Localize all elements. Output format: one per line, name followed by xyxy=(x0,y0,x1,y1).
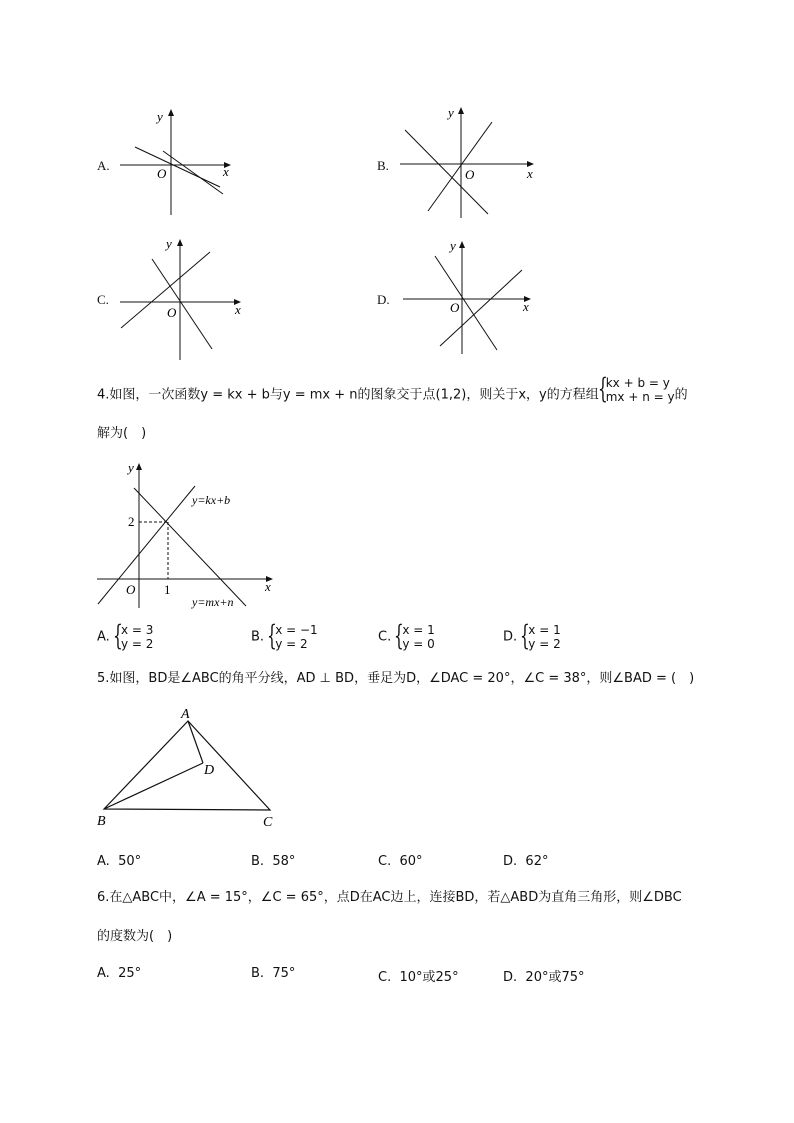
option-label: B. xyxy=(251,629,265,645)
y-label: y xyxy=(448,105,454,120)
option-label: A. xyxy=(97,629,110,645)
line-1 xyxy=(121,252,210,328)
graph-c xyxy=(115,232,250,362)
origin-label: O xyxy=(167,305,177,320)
graph-d-label: D. xyxy=(377,292,390,307)
triangle-abc xyxy=(104,721,270,810)
sys-top: { x = 1 xyxy=(528,623,561,637)
option-label: C. xyxy=(378,970,392,985)
option-value: 50° xyxy=(118,854,142,869)
label-mx-n: y=mx+n xyxy=(192,595,234,609)
graph-b xyxy=(395,100,545,220)
line-kx-b xyxy=(98,486,195,604)
q4-conj: 与 xyxy=(269,387,283,403)
option-label: A. xyxy=(97,966,110,981)
option-label: C. xyxy=(378,854,392,869)
q4-f2: y = mx + n xyxy=(282,387,358,403)
q4-sys-bot: mx + n = y xyxy=(605,390,675,404)
option-system xyxy=(521,623,560,651)
sys-bot: y = 0 xyxy=(402,637,435,651)
option-system xyxy=(114,623,153,651)
q4-option-a[interactable] xyxy=(97,623,153,651)
label-kx-b: y=kx+b xyxy=(192,493,231,507)
option-value: 10°或25° xyxy=(399,970,459,985)
x-label: x xyxy=(523,299,529,314)
sys-bot: y = 2 xyxy=(528,637,561,651)
tick-x-1: 1 xyxy=(164,582,171,597)
graph-c-label: C. xyxy=(97,292,109,307)
line-2 xyxy=(152,259,212,349)
x-label: x xyxy=(235,302,241,317)
option-label: B. xyxy=(251,854,265,869)
q6-option-c[interactable] xyxy=(378,966,459,985)
option-value: 20°或75° xyxy=(525,970,585,985)
q5-option-b[interactable] xyxy=(251,854,295,869)
option-value: 75° xyxy=(272,966,296,981)
q4-system xyxy=(599,376,675,404)
q6-option-b[interactable] xyxy=(251,966,295,981)
option-value: 58° xyxy=(272,854,296,869)
q6-stem-line1: 6.在△ABC中，∠A = 15°，∠C = 65°，点D在AC边上，连接BD，若△ABD为直角三角形，则∠DBC xyxy=(97,890,682,905)
sys-bot: y = 2 xyxy=(275,637,308,651)
option-label: B. xyxy=(251,966,265,981)
q5-option-d[interactable] xyxy=(503,854,548,869)
q4-figure xyxy=(92,458,282,613)
q5-stem: 5.如图，BD是∠ABC的角平分线，AD ⊥ BD，垂足为D，∠DAC = 20°，∠C = 38°，则∠BAD = ( ) xyxy=(97,671,695,686)
option-system xyxy=(268,623,317,651)
q4-stem-line2: 解为( ) xyxy=(97,426,147,441)
line-2 xyxy=(428,122,492,211)
line-2 xyxy=(163,151,223,194)
q4-sys-top: { kx + b = y xyxy=(605,376,670,390)
option-label: D. xyxy=(503,970,518,985)
graph-a xyxy=(115,105,245,220)
option-label: D. xyxy=(503,854,518,869)
option-value: 62° xyxy=(525,854,549,869)
y-label: y xyxy=(450,238,456,253)
q4-stem-pre: 4.如图，一次函数 xyxy=(97,387,201,403)
q5-option-c[interactable] xyxy=(378,854,423,869)
q4-option-d[interactable] xyxy=(503,623,561,651)
q6-option-a[interactable] xyxy=(97,966,141,981)
option-label: A. xyxy=(97,854,110,869)
q6-stem-line2: 的度数为( ) xyxy=(97,929,173,944)
segment-ad xyxy=(188,721,203,763)
y-label: y xyxy=(166,236,172,251)
origin-label: O xyxy=(126,582,136,597)
vertex-a: A xyxy=(181,707,190,722)
origin-label: O xyxy=(450,300,460,315)
origin-label: O xyxy=(465,167,475,182)
q4-f1: y = kx + b xyxy=(200,387,270,403)
option-value: 60° xyxy=(399,854,423,869)
q4-option-b[interactable] xyxy=(251,623,318,651)
vertex-b: B xyxy=(97,814,106,829)
sys-bot: y = 2 xyxy=(120,637,154,651)
q6-option-d[interactable] xyxy=(503,966,585,985)
option-label: D. xyxy=(503,629,518,645)
line-1 xyxy=(405,130,488,214)
graph-d xyxy=(395,236,540,356)
y-label: y xyxy=(128,460,134,475)
sys-top: { x = −1 xyxy=(275,623,318,637)
option-label: C. xyxy=(378,629,392,645)
point-d: D xyxy=(204,763,215,778)
q5-option-a[interactable] xyxy=(97,854,141,869)
q4-stem-end: 的 xyxy=(674,387,688,403)
option-value: 25° xyxy=(118,966,142,981)
q4-stem-mid: 的图象交于点(1,2)，则关于x，y的方程组 xyxy=(357,387,599,403)
graph-a-label: A. xyxy=(97,158,110,173)
x-label: x xyxy=(265,579,271,594)
sys-top: { x = 1 xyxy=(402,623,435,637)
y-label: y xyxy=(157,109,163,124)
x-label: x xyxy=(223,164,229,179)
line-1 xyxy=(135,147,220,187)
q4-stem xyxy=(97,376,688,404)
graph-b-label: B. xyxy=(377,158,389,173)
option-system xyxy=(395,623,434,651)
q4-option-c[interactable] xyxy=(378,623,435,651)
q5-figure xyxy=(92,702,287,832)
origin-label: O xyxy=(157,166,167,181)
line-1 xyxy=(435,256,497,350)
sys-top: { x = 3 xyxy=(120,623,154,637)
x-label: x xyxy=(527,166,533,181)
tick-y-2: 2 xyxy=(128,514,135,529)
segment-bd xyxy=(104,763,203,809)
vertex-c: C xyxy=(263,815,273,830)
